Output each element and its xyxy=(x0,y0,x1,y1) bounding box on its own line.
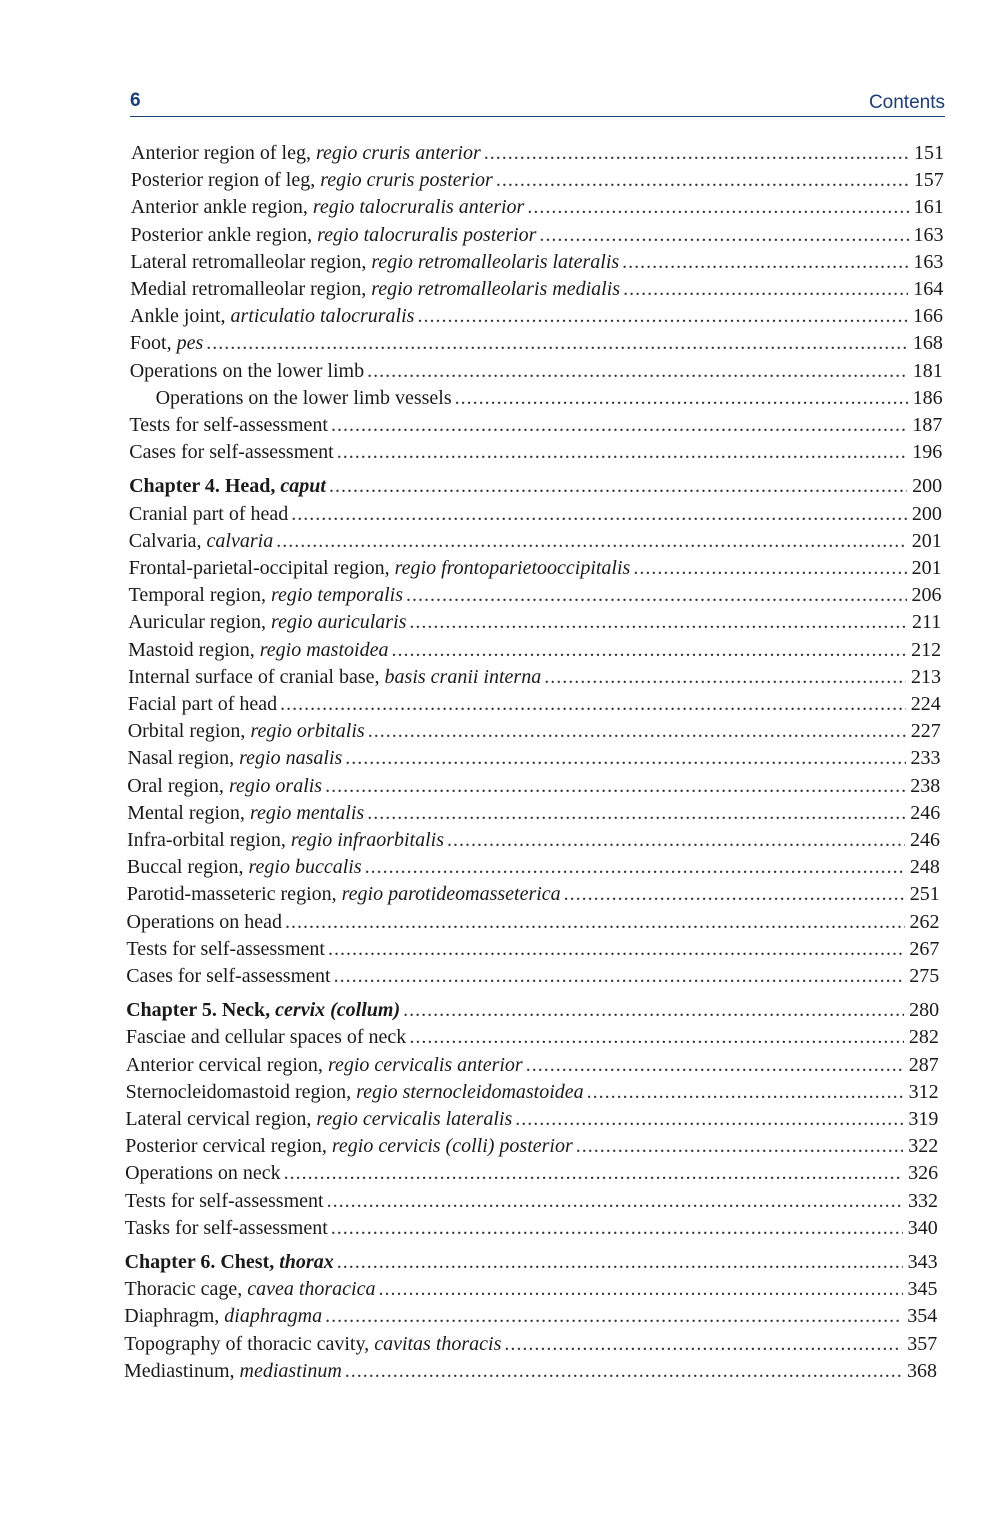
leader-dots xyxy=(325,775,905,798)
leader-dots xyxy=(345,747,905,770)
leader-dots xyxy=(391,639,906,662)
toc-entry-title xyxy=(125,1190,324,1213)
toc-entry-text: Infra-orbital region, xyxy=(127,829,291,851)
toc-entry xyxy=(125,1162,938,1189)
toc-entry-latin-term: regio talocruralis anterior xyxy=(312,196,525,219)
toc-entry-title xyxy=(127,802,364,825)
toc-entry-title xyxy=(128,611,406,634)
toc-entry-title xyxy=(129,441,333,464)
leader-dots xyxy=(409,1026,904,1049)
toc-entry-title xyxy=(131,142,481,165)
toc-entry-latin-term: regio orbitalis xyxy=(250,720,365,743)
toc-page-number: 224 xyxy=(910,693,941,715)
leader-dots xyxy=(526,1054,904,1077)
leader-dots xyxy=(417,305,908,328)
toc-entry xyxy=(127,775,940,802)
leader-dots xyxy=(622,251,908,274)
toc-entry xyxy=(156,387,943,414)
toc-entry-title xyxy=(126,965,330,988)
leader-dots xyxy=(564,883,905,906)
toc-entry-text: Tests for self-assessment xyxy=(125,1189,324,1212)
toc-entry-text: Lateral cervical region, xyxy=(125,1108,317,1130)
toc-entry-text: Nasal region, xyxy=(127,747,240,770)
toc-entry xyxy=(130,305,943,332)
toc-entry-title xyxy=(124,1360,342,1383)
toc-page-number: 340 xyxy=(907,1216,938,1239)
toc-entry-latin-term: regio retromalleolaris lateralis xyxy=(371,250,620,273)
toc-entry xyxy=(130,251,943,278)
toc-entry xyxy=(124,1360,937,1387)
toc-entry-text: Posterior cervical region, xyxy=(125,1135,332,1158)
toc-entry-text: Cases for self-assessment xyxy=(126,965,331,987)
toc-entry-text: Operations on head xyxy=(126,910,283,933)
toc-entry xyxy=(131,169,944,196)
toc-entry-latin-term: regio cervicalis anterior xyxy=(327,1053,523,1076)
toc-page-number: 345 xyxy=(907,1278,938,1301)
toc-entry-title xyxy=(126,1054,523,1077)
toc-entry-text: Chapter 5. Neck, xyxy=(126,999,276,1022)
toc-entry xyxy=(126,965,939,992)
leader-dots xyxy=(284,1162,903,1185)
toc-page-number: 368 xyxy=(907,1359,937,1382)
toc-entry-latin-term: pes xyxy=(176,332,204,355)
toc-entry-text: Medial retromalleolar region, xyxy=(130,278,372,300)
toc-entry xyxy=(130,360,943,387)
toc-chapter-entry xyxy=(126,999,939,1026)
leader-dots xyxy=(337,441,908,464)
toc-page-number: 357 xyxy=(907,1332,938,1355)
toc-page-number: 343 xyxy=(907,1251,938,1273)
toc-entry xyxy=(127,802,940,829)
toc-entry xyxy=(127,883,940,910)
toc-entry-title xyxy=(126,1081,584,1104)
toc-entry xyxy=(131,196,944,223)
toc-entry-text: Calvaria, xyxy=(128,529,207,552)
toc-entry-text: Tests for self-assessment xyxy=(126,937,325,960)
toc-page-number: 211 xyxy=(912,611,942,634)
toc-entry-title xyxy=(130,305,414,328)
toc-entry-latin-term: regio mastoidea xyxy=(259,638,389,661)
leader-dots xyxy=(576,1135,904,1158)
toc-entry-text: Cranial part of head xyxy=(128,502,289,525)
toc-entry xyxy=(125,1278,938,1305)
toc-entry-latin-term: regio mentalis xyxy=(249,801,365,824)
toc-entry-title xyxy=(130,251,619,274)
toc-page-number: 322 xyxy=(908,1135,939,1158)
toc-entry xyxy=(131,224,944,251)
leader-dots xyxy=(331,414,907,437)
toc-entry xyxy=(124,1333,937,1360)
toc-entry-title xyxy=(125,1162,281,1185)
toc-entry-title xyxy=(129,584,403,607)
toc-entry-title xyxy=(129,557,631,580)
toc-page-number: 206 xyxy=(911,584,942,607)
toc-entry-latin-term: cavea thoracica xyxy=(247,1278,376,1301)
toc-page-number: 166 xyxy=(913,305,943,328)
toc-entry-latin-term: regio auricularis xyxy=(271,611,407,634)
toc-entry-latin-term: regio cervicalis lateralis xyxy=(316,1108,513,1130)
toc-entry xyxy=(129,414,942,441)
toc-page-number: 200 xyxy=(911,502,942,525)
toc-entry xyxy=(127,829,940,856)
toc-entry xyxy=(125,1190,938,1217)
leader-dots xyxy=(378,1278,902,1301)
toc-entry-text: Mediastinum, xyxy=(124,1359,240,1382)
toc-entry-latin-term: caput xyxy=(280,475,326,498)
page-number: 6 xyxy=(130,90,141,111)
toc-entry xyxy=(129,584,942,611)
toc-entry-title xyxy=(127,911,283,934)
leader-dots xyxy=(276,530,907,553)
toc-page-number: 212 xyxy=(911,638,942,661)
leader-dots xyxy=(515,1108,903,1131)
toc-entry-text: Anterior ankle region, xyxy=(130,196,313,219)
running-title: Contents xyxy=(868,92,945,113)
running-header xyxy=(130,88,945,118)
toc-entry-title xyxy=(125,1217,328,1240)
toc-entry-title xyxy=(124,1333,501,1356)
toc-entry-text: Anterior cervical region, xyxy=(125,1053,328,1076)
toc-entry xyxy=(129,503,942,530)
toc-entry-text: Auricular region, xyxy=(128,611,272,634)
toc-entry-text: Thoracic cage, xyxy=(124,1278,248,1301)
toc-entry-latin-term: regio cruris posterior xyxy=(320,169,493,192)
toc-entry-title xyxy=(131,196,525,219)
toc-entry-title xyxy=(126,999,400,1022)
toc-page-number: 246 xyxy=(910,801,941,824)
toc-entry-title xyxy=(124,1305,322,1328)
leader-dots xyxy=(345,1360,902,1383)
toc-entry xyxy=(126,1026,939,1053)
toc-entry-latin-term: mediastinum xyxy=(239,1359,342,1382)
toc-entry-title xyxy=(125,1278,376,1301)
toc-entry-text: Posterior ankle region, xyxy=(130,223,318,246)
toc-entry-text: Lateral retromalleolar region, xyxy=(130,250,372,273)
leader-dots xyxy=(484,142,909,165)
leader-dots xyxy=(285,911,904,934)
toc-entry-latin-term: regio cervicis (colli) posterior xyxy=(331,1135,573,1158)
toc-page-number: 332 xyxy=(908,1189,938,1212)
toc-page-number: 262 xyxy=(909,910,940,933)
toc-page-number: 196 xyxy=(912,441,943,464)
toc-entry-text: Sternocleidomastoid region, xyxy=(125,1080,357,1103)
toc-entry-latin-term: regio temporalis xyxy=(270,584,403,607)
toc-entry-title xyxy=(125,1251,334,1274)
toc-entry-text: Orbital region, xyxy=(127,720,251,743)
toc-page-number: 163 xyxy=(913,223,944,246)
toc-entry-latin-term: regio sternocleidomastoidea xyxy=(356,1080,584,1103)
toc-entry-text: Mental region, xyxy=(127,801,250,824)
toc-chapter-entry xyxy=(125,1251,938,1278)
toc-page-number: 312 xyxy=(908,1080,939,1103)
toc-entry-text: Temporal region, xyxy=(128,584,271,607)
leader-dots xyxy=(327,1190,903,1213)
leader-dots xyxy=(539,224,908,247)
toc-entry-title xyxy=(125,1135,572,1158)
toc-entry-text: Tests for self-assessment xyxy=(129,414,328,436)
toc-entry xyxy=(126,1054,939,1081)
toc-entry-title xyxy=(128,747,343,770)
leader-dots xyxy=(504,1333,902,1356)
leader-dots xyxy=(368,720,906,743)
toc-entry-latin-term: regio cruris anterior xyxy=(315,142,481,164)
leader-dots xyxy=(633,557,906,580)
toc-entry-title xyxy=(131,169,493,192)
toc-page-number: 186 xyxy=(912,386,943,409)
leader-dots xyxy=(527,196,908,219)
header-rule xyxy=(130,116,945,117)
toc-page-number: 275 xyxy=(909,965,940,987)
toc-page-number: 201 xyxy=(911,529,942,552)
leader-dots xyxy=(337,1251,903,1274)
toc-entry-latin-term: regio parotideomasseterica xyxy=(341,883,561,906)
toc-entry-text: Operations on the lower limb xyxy=(129,359,365,382)
toc-entry-text: Anterior region of leg, xyxy=(131,142,316,164)
toc-entry xyxy=(125,1135,938,1162)
leader-dots xyxy=(367,360,908,383)
toc-entry-latin-term: regio nasalis xyxy=(239,747,343,770)
toc-page-number: 287 xyxy=(908,1053,939,1076)
toc-entry-title xyxy=(131,224,537,247)
toc-entry-text: Ankle joint, xyxy=(130,305,231,328)
toc-entry xyxy=(128,611,941,638)
toc-entry-text: Oral region, xyxy=(127,774,229,797)
toc-entry-title xyxy=(156,387,452,410)
toc-entry xyxy=(128,639,941,666)
toc-entry-title xyxy=(127,856,362,879)
toc-entry-title xyxy=(129,530,273,553)
toc-entry-title xyxy=(125,1108,512,1131)
toc-entry-title xyxy=(127,775,322,798)
toc-entry-title xyxy=(127,883,561,906)
toc-entry xyxy=(130,332,943,359)
toc-entry-title xyxy=(129,475,326,498)
toc-entry xyxy=(131,142,944,169)
toc-page-number: 282 xyxy=(908,1026,939,1049)
toc-page-number: 187 xyxy=(912,414,943,436)
toc-entry-text: Facial part of head xyxy=(127,693,278,715)
leader-dots xyxy=(328,938,904,961)
toc-page-number: 354 xyxy=(907,1305,938,1328)
toc-page-number: 201 xyxy=(911,557,942,579)
leader-dots xyxy=(331,1217,903,1240)
toc-entry xyxy=(129,557,942,584)
toc-entry-latin-term: diaphragma xyxy=(224,1305,323,1328)
leader-dots xyxy=(587,1081,904,1104)
leader-dots xyxy=(623,278,908,301)
toc-entry-latin-term: regio oralis xyxy=(228,774,323,797)
toc-entry-latin-term: regio infraorbitalis xyxy=(290,829,444,851)
toc-entry xyxy=(124,1305,937,1332)
toc-entry-text: Cases for self-assessment xyxy=(129,441,334,464)
toc-entry xyxy=(128,666,941,693)
toc-entry xyxy=(126,938,939,965)
toc-entry-latin-term: cervix (collum) xyxy=(275,999,401,1022)
toc-entry-latin-term: thorax xyxy=(279,1251,334,1273)
toc-page-number: 168 xyxy=(912,332,943,355)
toc-page-number: 163 xyxy=(913,250,944,273)
toc-entry-title xyxy=(128,693,277,716)
leader-dots xyxy=(447,829,905,852)
toc-entry-text: Parotid-masseteric region, xyxy=(126,883,342,906)
leader-dots xyxy=(280,693,906,716)
toc-entry-text: Buccal region, xyxy=(126,856,249,879)
toc-entry-title xyxy=(126,1026,406,1049)
leader-dots xyxy=(334,965,905,988)
toc-page-number: 248 xyxy=(909,856,940,879)
toc-entry-text: Mastoid region, xyxy=(128,638,260,661)
toc-entry-latin-term: regio talocruralis posterior xyxy=(317,223,537,246)
leader-dots xyxy=(365,856,905,879)
toc-entry-title xyxy=(130,360,364,383)
toc-chapter-entry xyxy=(129,475,942,502)
toc-entry-title xyxy=(127,829,444,852)
toc-entry-latin-term: regio buccalis xyxy=(248,856,362,879)
toc-page-number: 213 xyxy=(911,665,941,688)
toc-entry-latin-term: regio retromalleolaris medialis xyxy=(371,278,621,300)
toc-entry-text: Topography of thoracic cavity, xyxy=(124,1332,375,1355)
toc-page-number: 238 xyxy=(910,774,941,797)
toc-entry-text: Internal surface of cranial base, xyxy=(128,665,385,688)
toc-entry-latin-term: calvaria xyxy=(206,529,274,552)
toc-entry xyxy=(129,441,942,468)
toc-page-number: 151 xyxy=(914,142,944,164)
toc-entry-text: Foot, xyxy=(129,332,177,355)
toc-entry-title xyxy=(128,666,541,689)
toc-entry-text: Frontal-parietal-occipital region, xyxy=(128,557,395,579)
toc-entry-text: Tasks for self-assessment xyxy=(124,1216,328,1239)
toc-entry xyxy=(129,530,942,557)
toc-entry xyxy=(125,1108,938,1135)
toc-entry xyxy=(130,278,943,305)
toc-entry-title xyxy=(128,720,365,743)
toc-entry-text: Fasciae and cellular spaces of neck xyxy=(125,1026,407,1049)
toc-entry-text: Posterior region of leg, xyxy=(130,169,321,192)
toc-entry-title xyxy=(129,414,328,437)
toc-page-number: 326 xyxy=(908,1162,939,1185)
toc-entry-latin-term: regio frontoparietooccipitalis xyxy=(394,557,631,579)
leader-dots xyxy=(409,611,906,634)
toc-entry xyxy=(128,693,941,720)
toc-entry xyxy=(125,1217,938,1244)
toc-entry xyxy=(126,1081,939,1108)
leader-dots xyxy=(325,1305,902,1328)
toc-entry-text: Operations on the lower limb vessels xyxy=(155,386,452,409)
toc-page-number: 200 xyxy=(912,475,943,498)
toc-entry xyxy=(128,720,941,747)
toc-entry-title xyxy=(128,639,388,662)
toc-page-number: 227 xyxy=(910,720,941,743)
toc-entry xyxy=(127,856,940,883)
leader-dots xyxy=(206,332,908,355)
toc-entry-text: Diaphragm, xyxy=(124,1305,225,1328)
toc-entry-text: Operations on neck xyxy=(125,1162,281,1185)
leader-dots xyxy=(403,999,904,1022)
leader-dots xyxy=(406,584,907,607)
toc-entry-latin-term: cavitas thoracis xyxy=(374,1332,502,1355)
leader-dots xyxy=(291,503,907,526)
toc-page-number: 251 xyxy=(909,883,940,906)
toc-page-number: 164 xyxy=(913,278,944,300)
toc-entry-latin-term: articulatio talocruralis xyxy=(230,305,415,328)
leader-dots xyxy=(544,666,906,689)
toc-entry-title xyxy=(130,332,203,355)
toc-page-number: 267 xyxy=(909,937,940,960)
toc-entry-title xyxy=(130,278,620,301)
toc-entry xyxy=(128,747,941,774)
toc-page-number: 157 xyxy=(913,169,944,192)
toc-entry-text: Chapter 6. Chest, xyxy=(124,1251,280,1273)
toc-page-number: 280 xyxy=(909,999,940,1022)
toc-page-number: 319 xyxy=(908,1108,939,1130)
leader-dots xyxy=(329,475,907,498)
toc-page-number: 161 xyxy=(913,196,944,219)
toc-entry-text: Chapter 4. Head, xyxy=(129,475,281,498)
toc-page-number: 233 xyxy=(910,747,941,770)
leader-dots xyxy=(367,802,905,825)
toc-entry xyxy=(127,911,940,938)
toc-entry-title xyxy=(129,503,288,526)
leader-dots xyxy=(496,169,909,192)
toc-page-number: 181 xyxy=(912,359,943,382)
leader-dots xyxy=(455,387,908,410)
toc-entry-title xyxy=(126,938,325,961)
toc-page-number: 246 xyxy=(910,829,940,851)
toc-entry-latin-term: basis cranii interna xyxy=(384,665,542,688)
